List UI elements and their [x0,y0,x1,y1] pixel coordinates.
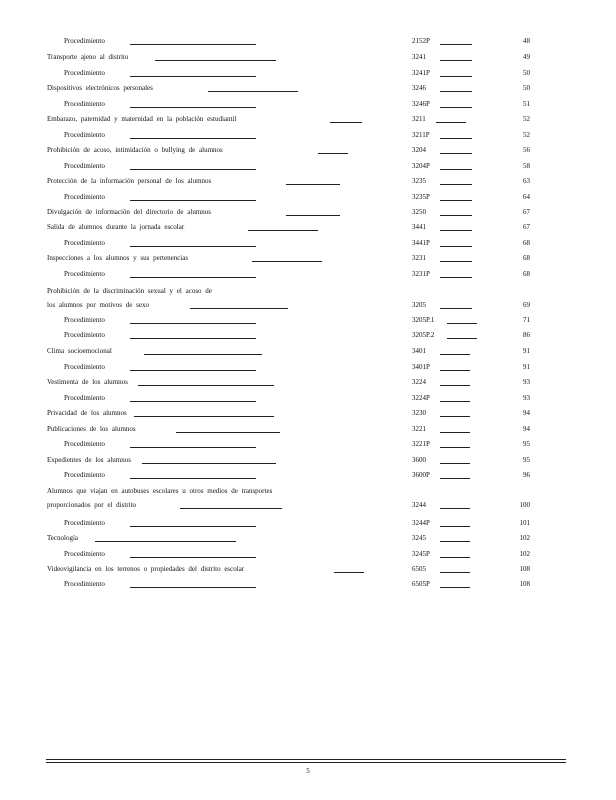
toc-entry-code: 3241P [412,69,430,77]
code-leader-line [440,416,470,417]
toc-entry-page: 94 [523,409,530,417]
toc-entry-title: Privacidad de los alumnos [47,409,127,417]
code-leader-line [440,370,470,371]
toc-entry-title: Procedimiento [64,471,105,479]
code-leader-line [440,200,472,201]
title-leader-line [142,463,276,464]
title-leader-line [130,370,256,371]
code-leader-line [440,508,470,509]
toc-entry-title: Procedimiento [64,131,105,139]
title-leader-line [130,323,256,324]
toc-entry-code: 3205P.1 [412,316,435,324]
toc-entry-code: 3600 [412,456,426,464]
footer-rule [46,759,566,760]
code-leader-line [440,463,470,464]
title-leader-line [138,385,274,386]
code-leader-line [440,572,470,573]
toc-entry-title: Protección de la información personal de los alumnos [47,177,212,185]
toc-entry-title: Salida de alumnos durante la jornada escolar [47,223,185,231]
toc-entry-title: Transporte ajeno al distrito [47,53,129,61]
toc-entry-title: Prohibición de la discriminación sexual y el acoso de [47,287,212,295]
toc-entry-page: 93 [523,378,530,386]
toc-entry-code: 3211P [412,131,430,139]
toc-entry-code: 3231 [412,254,426,262]
toc-entry-title: Procedimiento [64,519,105,527]
code-leader-line [440,230,472,231]
toc-entry-title: Inspecciones a los alumnos y sus pertenencias [47,254,189,262]
toc-entry-code: 3221 [412,425,426,433]
title-leader-line [134,416,274,417]
code-leader-line [440,447,470,448]
title-leader-line [130,169,256,170]
toc-entry-page: 102 [519,550,530,558]
toc-entry-title: Divulgación de información del directorio de alumnos [47,208,212,216]
toc-entry-code: 3244P [412,519,430,527]
code-leader-line [440,432,470,433]
title-leader-line [130,138,256,139]
code-leader-line [440,107,472,108]
toc-entry-page: 71 [523,316,530,324]
code-leader-line [440,153,472,154]
toc-entry-code: 3224 [412,378,426,386]
toc-entry-title: Procedimiento [64,239,105,247]
toc-entry-page: 86 [523,331,530,339]
toc-entry-title: Alumnos que viajan en autobuses escolares u otros medios de transportes [47,487,273,495]
toc-entry-page: 96 [523,471,530,479]
toc-entry-title: Procedimiento [64,316,105,324]
toc-entry-code: 3224P [412,394,430,402]
toc-entry-page: 102 [519,534,530,542]
toc-entry-page: 95 [523,440,530,448]
toc-entry-code: 3244 [412,501,426,509]
title-leader-line [130,557,256,558]
toc-entry-page: 52 [523,131,530,139]
toc-entry-page: 64 [523,193,530,201]
toc-entry-code: 2152P [412,37,430,45]
toc-entry-title: Procedimiento [64,69,105,77]
code-leader-line [440,215,472,216]
toc-entry-code: 6505 [412,565,426,573]
title-leader-line [130,107,256,108]
toc-entry-title: Procedimiento [64,193,105,201]
toc-entry-code: 3246P [412,100,430,108]
toc-entry-code: 3250 [412,208,426,216]
toc-entry-title: Procedimiento [64,580,105,588]
toc-entry-code: 3600P [412,471,430,479]
title-leader-line [130,76,256,77]
toc-entry-code: 3401 [412,347,426,355]
code-leader-line [447,338,477,339]
title-leader-line [130,447,256,448]
toc-entry-code: 3211 [412,115,426,123]
toc-entry-page: 49 [523,53,530,61]
toc-entry-title: Dispositivos electrónicos personales [47,84,153,92]
toc-entry-page: 51 [523,100,530,108]
toc-entry-code: 3441 [412,223,426,231]
toc-entry-page: 93 [523,394,530,402]
title-leader-line [155,60,276,61]
toc-entry-title: Vestimenta de los alumnos [47,378,128,386]
title-leader-line [144,354,262,355]
code-leader-line [440,277,472,278]
toc-entry-title: Procedimiento [64,363,105,371]
toc-entry-title-continued: los alumnos por motivos de sexo [47,301,149,309]
code-leader-line [440,184,472,185]
toc-entry-page: 100 [519,501,530,509]
toc-entry-page: 94 [523,425,530,433]
title-leader-line [130,338,256,339]
toc-entry-title: Procedimiento [64,37,105,45]
toc-entry-page: 67 [523,208,530,216]
toc-entry-title: Clima socioemocional [47,347,112,355]
toc-entry-page: 68 [523,270,530,278]
page-number: 5 [306,767,310,775]
title-leader-line [95,541,236,542]
toc-entry-title: Expedientes de los alumnos [47,456,131,464]
code-leader-line [440,76,472,77]
code-leader-line [440,308,472,309]
toc-entry-code: 3401P [412,363,430,371]
footer-rule [46,762,566,763]
toc-entry-page: 68 [523,254,530,262]
code-leader-line [440,557,470,558]
toc-entry-page: 91 [523,347,530,355]
code-leader-line [440,138,472,139]
toc-entry-title-continued: proporcionados por el distrito [47,501,137,509]
toc-entry-page: 68 [523,239,530,247]
toc-entry-code: 3241 [412,53,426,61]
toc-entry-code: 3235 [412,177,426,185]
toc-entry-code: 3230 [412,409,426,417]
title-leader-line [334,572,364,573]
toc-entry-page: 108 [519,580,530,588]
title-leader-line [286,215,340,216]
toc-entry-page: 69 [523,301,530,309]
toc-entry-page: 63 [523,177,530,185]
title-leader-line [318,153,348,154]
code-leader-line [440,587,470,588]
title-leader-line [130,401,256,402]
title-leader-line [180,508,282,509]
title-leader-line [130,478,256,479]
title-leader-line [208,91,298,92]
toc-entry-title: Embarazo, paternidad y maternidad en la población estudiantil [47,115,237,123]
toc-entry-page: 101 [519,519,530,527]
code-leader-line [440,526,470,527]
code-leader-line [440,385,470,386]
toc-entry-page: 108 [519,565,530,573]
toc-entry-title: Procedimiento [64,331,105,339]
toc-entry-code: 3235P [412,193,430,201]
code-leader-line [447,323,477,324]
title-leader-line [130,587,256,588]
toc-entry-code: 3221P [412,440,430,448]
toc-entry-page: 48 [523,37,530,45]
title-leader-line [286,184,340,185]
code-leader-line [440,60,472,61]
title-leader-line [252,261,322,262]
toc-entry-code: 3204P [412,162,430,170]
toc-entry-code: 3205 [412,301,426,309]
toc-entry-page: 50 [523,84,530,92]
title-leader-line [130,44,256,45]
toc-entry-title: Publicaciones de los alumnos [47,425,136,433]
toc-entry-page: 95 [523,456,530,464]
toc-entry-code: 3441P [412,239,430,247]
toc-entry-title: Prohibición de acoso, intimidación o bullying de alumnos [47,146,223,154]
toc-entry-code: 3231P [412,270,430,278]
toc-entry-title: Tecnología [47,534,78,542]
code-leader-line [440,478,470,479]
toc-entry-page: 58 [523,162,530,170]
toc-entry-code: 3245P [412,550,430,558]
title-leader-line [130,246,256,247]
toc-entry-title: Procedimiento [64,440,105,448]
toc-entry-page: 50 [523,69,530,77]
code-leader-line [440,169,472,170]
toc-entry-title: Procedimiento [64,270,105,278]
code-leader-line [440,354,470,355]
toc-entry-page: 91 [523,363,530,371]
code-leader-line [440,401,470,402]
toc-entry-title: Procedimiento [64,394,105,402]
code-leader-line [440,91,472,92]
toc-entry-title: Videovigilancia en los terrenos o propiedades del distrito escolar [47,565,245,573]
title-leader-line [330,122,362,123]
title-leader-line [190,308,288,309]
toc-entry-code: 6505P [412,580,430,588]
title-leader-line [130,200,256,201]
toc-entry-code: 3245 [412,534,426,542]
toc-entry-title: Procedimiento [64,550,105,558]
title-leader-line [130,277,256,278]
title-leader-line [176,432,280,433]
toc-entry-code: 3204 [412,146,426,154]
toc-entry-title: Procedimiento [64,100,105,108]
code-leader-line [440,541,470,542]
title-leader-line [248,230,318,231]
code-leader-line [440,44,472,45]
toc-entry-page: 56 [523,146,530,154]
toc-entry-code: 3205P.2 [412,331,435,339]
toc-entry-page: 52 [523,115,530,123]
title-leader-line [130,526,256,527]
code-leader-line [440,261,472,262]
toc-entry-page: 67 [523,223,530,231]
code-leader-line [436,122,466,123]
toc-entry-code: 3246 [412,84,426,92]
toc-entry-title: Procedimiento [64,162,105,170]
code-leader-line [440,246,472,247]
